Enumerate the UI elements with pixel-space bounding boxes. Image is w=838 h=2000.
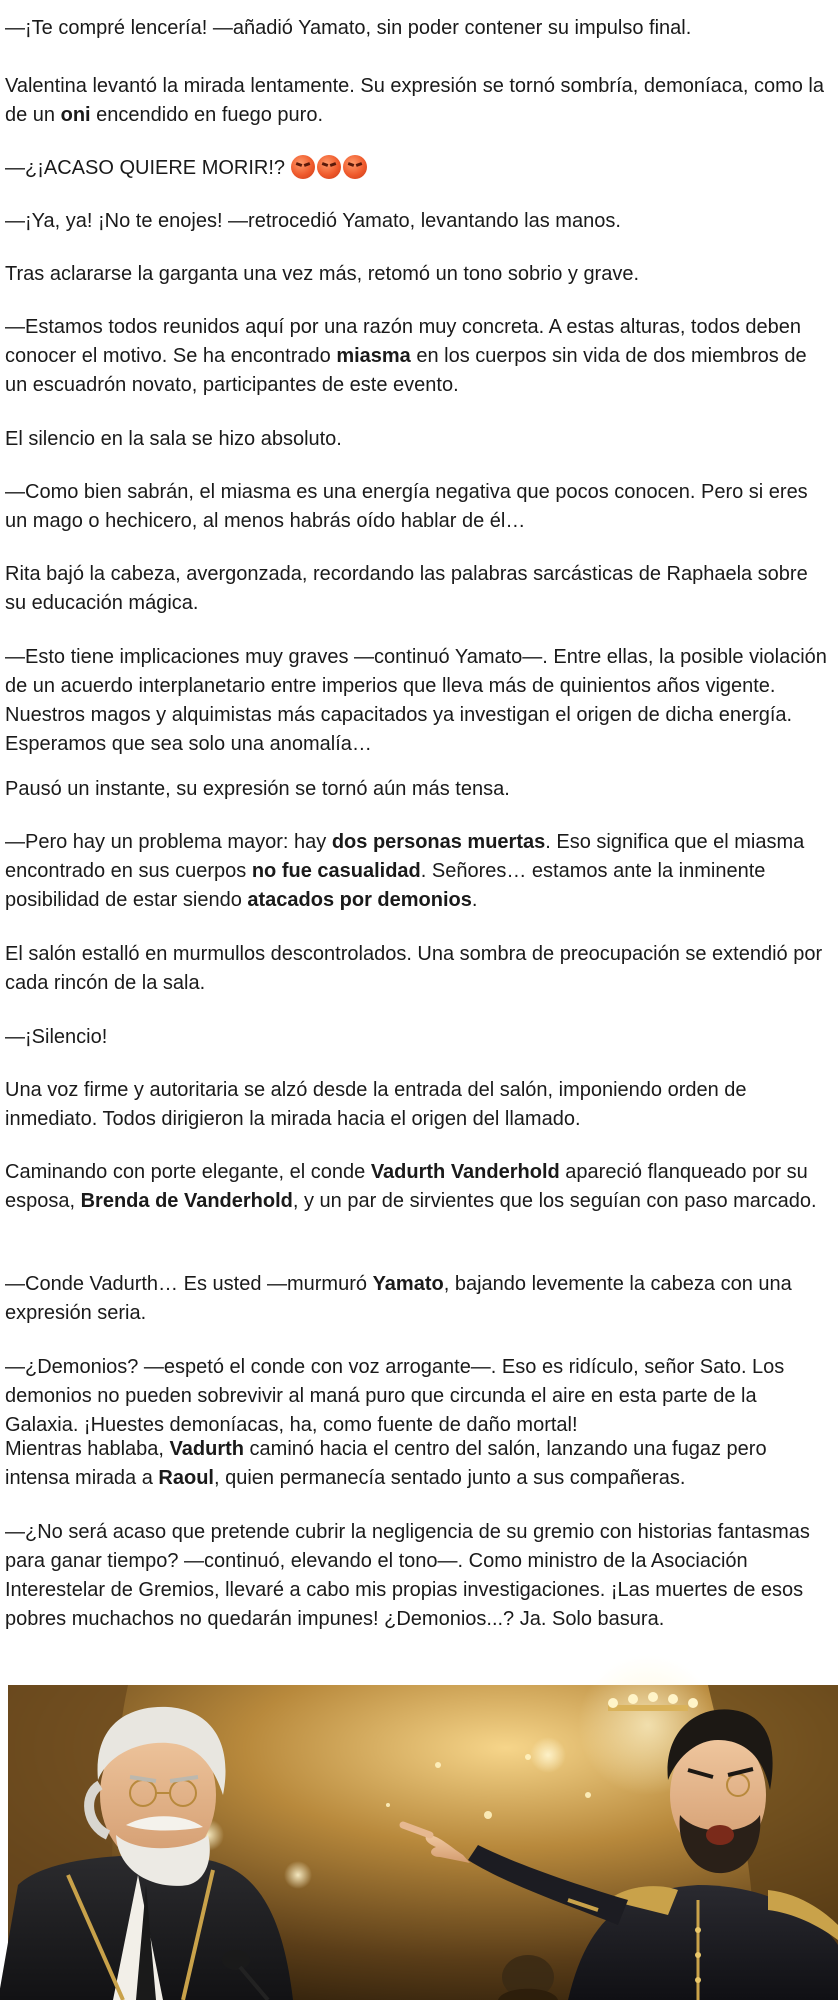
paragraph-7: El silencio en la sala se hizo absoluto. xyxy=(5,428,342,450)
text-segment: Valentina levantó la mirada lentamente. Su expresión se tornó sombría, demoníaca, como la de un xyxy=(5,75,824,126)
paragraph-2 xyxy=(5,72,831,130)
bold-phrase: atacados por demonios xyxy=(247,889,472,911)
clipped-paragraph-container xyxy=(5,1353,831,1436)
paragraph-10: —Esto tiene implicaciones muy graves —continuó Yamato—. Entre ellas, la posible violación de un acuerdo interplanetario entre imperios que lleva más de quinientos años vigente. Nuestros magos y alquimistas más capacitados ya investigan el origen de dicha energía. Esperamos que sea solo una anomalía… xyxy=(5,646,827,755)
text-segment: , quien permanecía sentado junto a sus compañeras. xyxy=(213,1467,686,1489)
angry-face-icon xyxy=(317,155,341,179)
angry-face-icon xyxy=(291,155,315,179)
text-segment: . Señores… estamos ante la inminente posibilidad de estar siendo xyxy=(5,860,766,911)
paragraph-14: —¡Silencio! xyxy=(5,1026,108,1048)
text-segment: —Pero hay un problema mayor: hay xyxy=(5,831,332,853)
paragraph-9: Rita bajó la cabeza, avergonzada, recordando las palabras sarcásticas de Raphaela sobre su educación mágica. xyxy=(5,563,808,614)
bold-name-vadurth-vanderhold: Vadurth Vanderhold xyxy=(370,1161,560,1183)
paragraph-4: —¡Ya, ya! ¡No te enojes! —retrocedió Yamato, levantando las manos. xyxy=(5,210,621,232)
paragraph-18: —¿Demonios? —espetó el conde con voz arrogante—. Eso es ridículo, señor Sato. Los demonios no pueden sobrevivir al maná puro que circunda el aire en esta parte de la Galaxia. ¡Huestes demoníacas, ha, como fuente de daño mortal! xyxy=(5,1356,785,1436)
text-segment: , y un par de sirvientes que los seguían con paso marcado. xyxy=(292,1190,817,1212)
story-illustration xyxy=(8,1685,838,2000)
shout-text: —¿¡ACASO QUIERE MORIR!? xyxy=(5,157,286,179)
text-segment: —Conde Vadurth… Es usted —murmuró xyxy=(5,1273,373,1295)
paragraph-6 xyxy=(5,313,831,400)
paragraph-19 xyxy=(5,1435,831,1493)
paragraph-20: —¿No será acaso que pretende cubrir la negligencia de su gremio con historias fantasmas para ganar tiempo? —continuó, elevando el tono—. Como ministro de la Asociación Interestelar de Gremios, llevaré a cabo mis propias investigaciones. ¡Las muertes de esos pobres muchachos no quedarán impunes! ¿Demonios...? Ja. Solo basura. xyxy=(5,1521,810,1630)
paragraph-5: Tras aclararse la garganta una vez más, retomó un tono sobrio y grave. xyxy=(5,263,640,285)
text-segment: Caminando con porte elegante, el conde xyxy=(5,1161,371,1183)
text-segment: —Estamos todos reunidos aquí por una razón muy concreta. A estas alturas, todos deben conocer el motivo. Se ha encontrado xyxy=(5,316,802,367)
paragraph-11: Pausó un instante, su expresión se tornó aún más tensa. xyxy=(5,778,510,800)
bold-name-brenda: Brenda de Vanderhold xyxy=(80,1190,293,1212)
text-segment: encendido en fuego puro. xyxy=(90,104,324,126)
text-segment: Mientras hablaba, xyxy=(5,1438,170,1460)
bold-name-raoul: Raoul xyxy=(158,1467,214,1489)
bold-term-miasma: miasma xyxy=(336,345,411,367)
bold-name-vadurth: Vadurth xyxy=(169,1438,244,1460)
text-segment: , bajando levemente la cabeza con una expresión seria. xyxy=(5,1273,792,1324)
bold-phrase: dos personas muertas xyxy=(331,831,546,853)
bold-term-oni: oni xyxy=(60,104,91,126)
text-segment: apareció flanqueado por su esposa, xyxy=(5,1161,808,1212)
paragraph-16 xyxy=(5,1158,831,1216)
text-segment: en los cuerpos sin vida de dos miembros de un escuadrón novato, participantes de este evento. xyxy=(5,345,807,396)
paragraph-17 xyxy=(5,1270,831,1328)
paragraph-13: El salón estalló en murmullos descontrolados. Una sombra de preocupación se extendió por cada rincón de la sala. xyxy=(5,943,823,994)
illustration-scene xyxy=(8,1685,838,2000)
paragraph-12 xyxy=(5,828,831,915)
paragraph-1: —¡Te compré lencería! —añadió Yamato, sin poder contener su impulso final. xyxy=(5,17,692,39)
angry-face-icon xyxy=(343,155,367,179)
bold-name-yamato: Yamato xyxy=(372,1273,444,1295)
text-segment: . Eso significa que el miasma encontrado en sus cuerpos xyxy=(5,831,805,882)
bold-phrase: no fue casualidad xyxy=(251,860,421,882)
text-segment: caminó hacia el centro del salón, lanzando una fugaz pero intensa mirada a xyxy=(5,1438,767,1489)
paragraph-8: —Como bien sabrán, el miasma es una energía negativa que pocos conocen. Pero si eres un mago o hechicero, al menos habrás oído hablar de él… xyxy=(5,481,808,532)
paragraph-3 xyxy=(5,154,831,183)
paragraph-15: Una voz firme y autoritaria se alzó desde la entrada del salón, imponiendo orden de inmediato. Todos dirigieron la mirada hacia el origen del llamado. xyxy=(5,1079,747,1130)
text-segment: . xyxy=(471,889,478,911)
